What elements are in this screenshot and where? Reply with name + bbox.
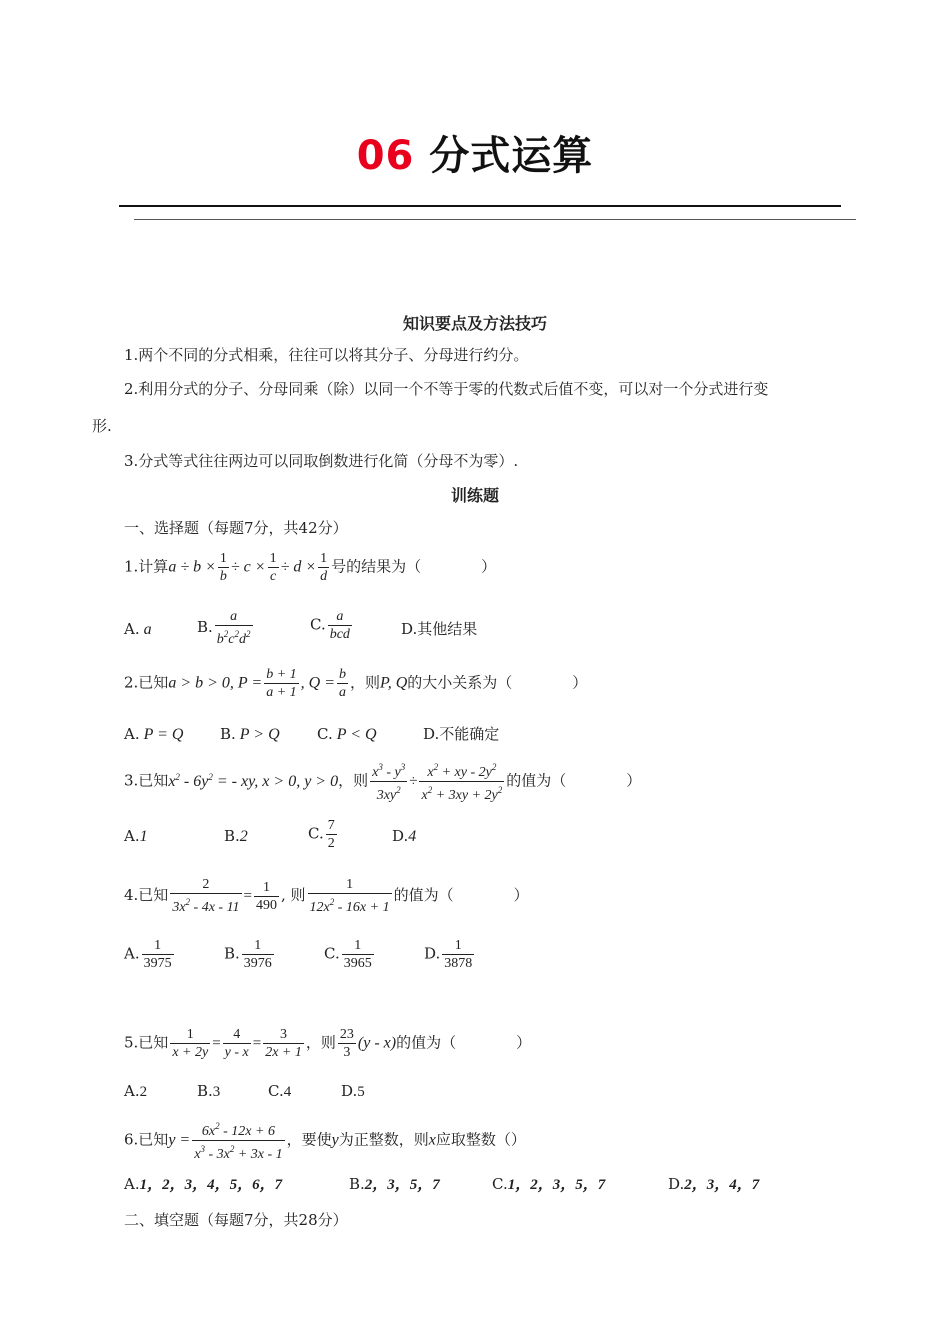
part-heading-fill: 二、填空题（每题7分，共28分） — [124, 1211, 348, 1229]
q4-option-a: A. $\frac{1}{3975}$ — [124, 938, 172, 971]
part-heading-choice: 一、选择题（每题7分，共42分） — [124, 519, 348, 537]
q2-option-b: B. P > Q — [220, 725, 280, 743]
title-rule-thick — [119, 205, 841, 207]
q6-option-d: D.2，3，4，7 — [668, 1175, 760, 1193]
q5-option-c: C.4 — [268, 1082, 292, 1100]
title-rule-thin — [134, 219, 856, 220]
q4-option-d: D. $\frac{1}{3878}$ — [424, 938, 473, 971]
q2-option-c: C. P < Q — [317, 725, 377, 743]
question-4: 4.已知 $\frac{2}{3x^2 - 4x - 11}$ = $\frac{1}{490}$ , 则 $\frac{1}{12x^2 - 16x + 1}$ 的值为（ ） — [124, 877, 529, 915]
q3-option-c: C. $\frac{7}{2}$ — [308, 818, 335, 851]
q6-option-b: B.2，3，5，7 — [349, 1175, 440, 1193]
q1-option-b: B. $\frac{a}{b^2c^2d^2}$ — [197, 609, 251, 647]
question-1: 1.计算a ÷ b × $\frac{1}{b}$ ÷ c × $\frac{1}{c}$ ÷ d × $\frac{1}{d}$ 号的结果为（ ） — [124, 551, 497, 584]
q2-option-d: D.不能确定 — [423, 725, 500, 743]
paragraph-3: 3.分式等式往往两边可以同取倒数进行化简（分母不为零）. — [124, 452, 519, 470]
q6-option-a: A.1，2，3，4，5，6，7 — [124, 1175, 283, 1193]
question-2: 2.已知a > b > 0, P = $\frac{b + 1}{a + 1}$ , Q = $\frac{b}{a}$ ，则P, Q的大小关系为（ ） — [124, 667, 588, 700]
section-heading-exercises: 训练题 — [450, 486, 499, 505]
paragraph-2-cont: 形. — [92, 417, 112, 435]
question-3: 3.已知$x^2 - 6y^2$ = - xy, x > 0, y > 0，则 $\frac{x^3 - y^3}{3xy^2}$ ÷ $\frac{x^2 + xy - 2y^2}{x^2 + 3xy + 2y^2}$ 的值为（ ） — [124, 762, 642, 803]
q5-option-b: B.3 — [197, 1082, 221, 1100]
q4-option-b: B. $\frac{1}{3976}$ — [224, 938, 272, 971]
q6-option-c: C.1，2，3，5，7 — [492, 1175, 606, 1193]
q3-option-d: D.4 — [392, 827, 417, 845]
q3-option-b: B.2 — [224, 827, 248, 845]
question-6: 6.已知y = $\frac{6x^2 - 12x + 6}{x^3 - 3x^2 + 3x - 1}$ ，要使y为正整数，则x应取整数（） — [124, 1121, 526, 1162]
q4-option-c: C. $\frac{1}{3965}$ — [324, 938, 372, 971]
q1-option-d: D.其他结果 — [401, 620, 478, 638]
q2-option-a: A. P = Q — [124, 725, 184, 743]
q5-option-d: D.5 — [341, 1082, 365, 1100]
q5-option-a: A.2 — [124, 1082, 148, 1100]
title-number: 06 — [356, 133, 415, 179]
paragraph-1: 1.两个不同的分式相乘，往往可以将其分子、分母进行约分。 — [124, 346, 529, 364]
q1-option-c: C. a bcd — [310, 609, 350, 642]
section-heading-knowledge: 知识要点及方法技巧 — [402, 314, 547, 333]
paragraph-2: 2.利用分式的分子、分母同乘（除）以同一个不等于零的代数式后值不变，可以对一个分式进行变 — [124, 380, 769, 398]
q1-option-a: A. a — [124, 620, 152, 638]
page-title — [0, 124, 950, 181]
question-5: 5.已知 $\frac{1}{x + 2y}$ = $\frac{4}{y - x}$ = $\frac{3}{2x + 1}$ ，则 $\frac{23}{3}$ (y - x)的值为（ ） — [124, 1027, 532, 1060]
title-text: 分式运算 — [429, 133, 594, 179]
q3-option-a: A.1 — [124, 827, 148, 845]
